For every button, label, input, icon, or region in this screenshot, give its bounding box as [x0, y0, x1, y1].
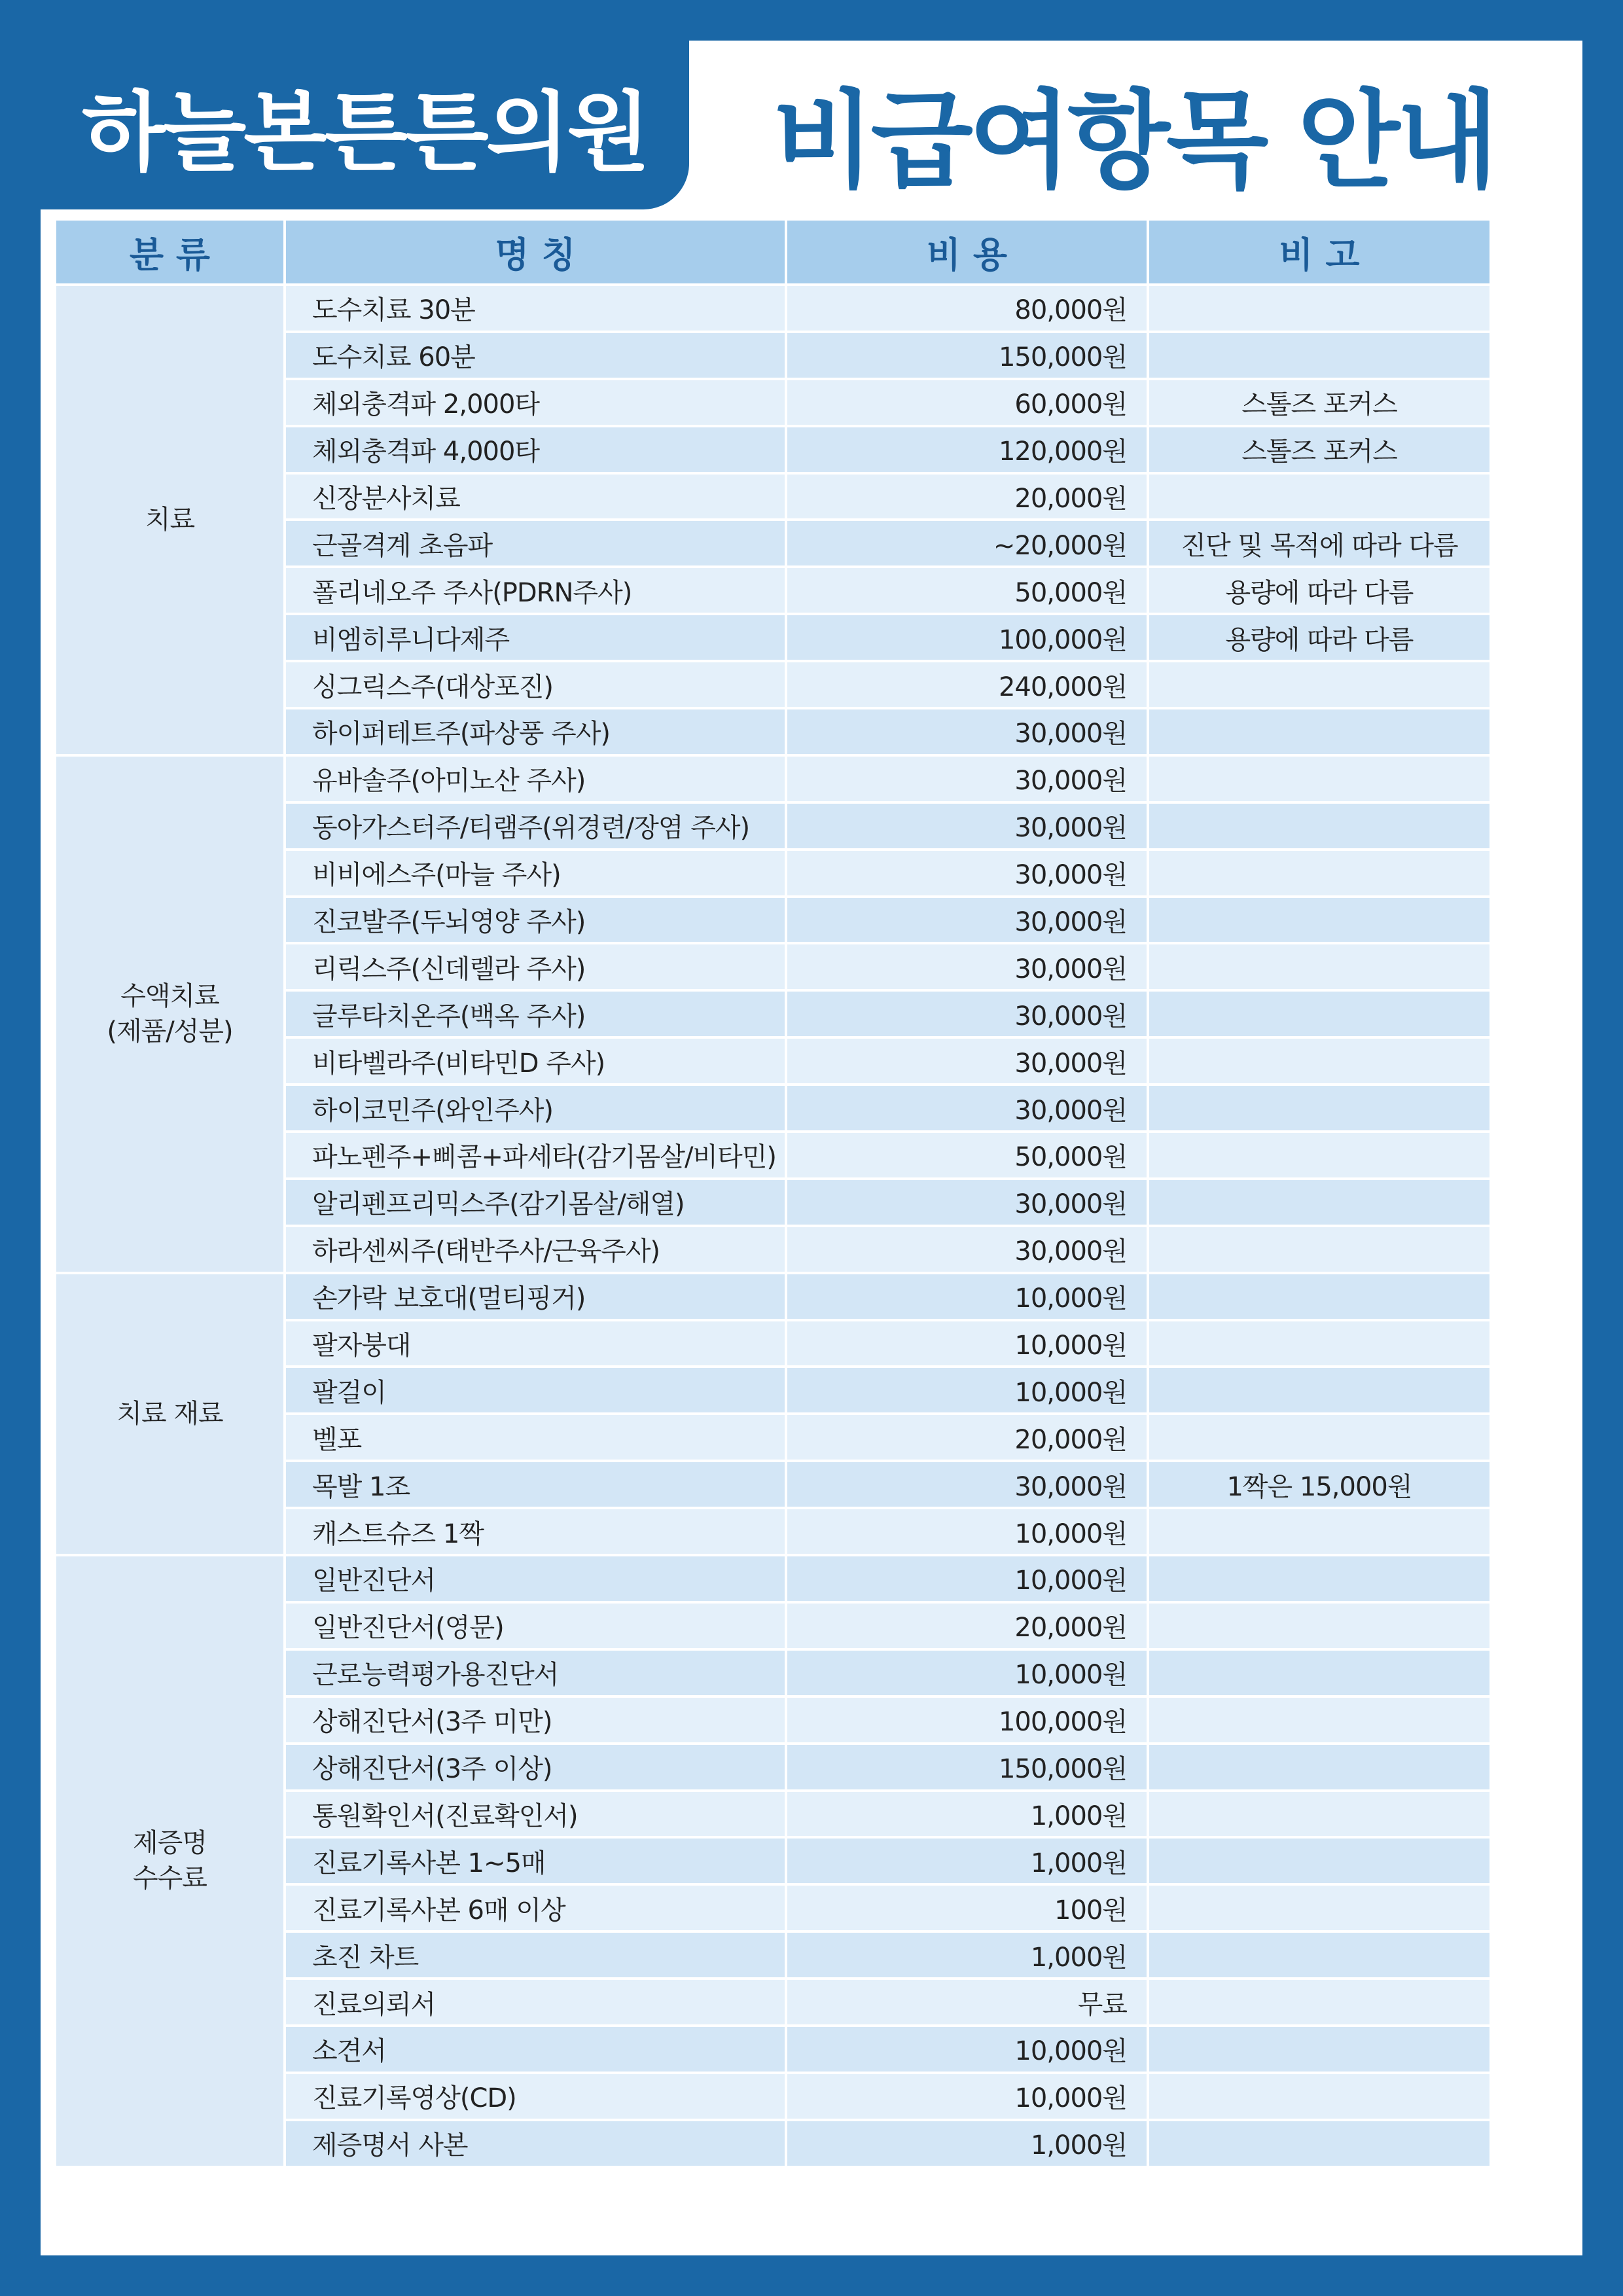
column-header-category: 분 류	[55, 219, 285, 285]
note-cell	[1148, 1649, 1491, 1696]
fee-cell: 240,000원	[786, 661, 1148, 708]
fee-cell: 150,000원	[786, 332, 1148, 379]
note-cell	[1148, 661, 1491, 708]
fee-cell: 10,000원	[786, 1649, 1148, 1696]
item-name-cell: 비엠히루니다제주	[285, 614, 786, 661]
table-row	[55, 755, 1491, 802]
item-name-cell: 체외충격파 2,000타	[285, 379, 786, 426]
column-header-fee: 비 용	[786, 219, 1148, 285]
note-cell	[1148, 1414, 1491, 1461]
note-cell	[1148, 802, 1491, 850]
item-name-cell: 파노펜주+삐콤+파세타(감기몸살/비타민)	[285, 1132, 786, 1179]
item-name-cell: 신장분사치료	[285, 473, 786, 520]
note-cell	[1148, 1132, 1491, 1179]
note-cell: 용량에 따라 다름	[1148, 614, 1491, 661]
item-name-cell: 리릭스주(신데렐라 주사)	[285, 943, 786, 990]
note-cell	[1148, 1085, 1491, 1132]
item-name-cell: 유바솔주(아미노산 주사)	[285, 755, 786, 802]
item-name-cell: 체외충격파 4,000타	[285, 426, 786, 473]
item-name-cell: 상해진단서(3주 미만)	[285, 1696, 786, 1744]
fee-cell: 100,000원	[786, 614, 1148, 661]
item-name-cell: 팔걸이	[285, 1367, 786, 1414]
fee-cell: 10,000원	[786, 1320, 1148, 1367]
note-cell	[1148, 2026, 1491, 2073]
item-name-cell: 비비에스주(마늘 주사)	[285, 850, 786, 897]
fee-cell: 30,000원	[786, 990, 1148, 1037]
note-cell	[1148, 1037, 1491, 1085]
item-name-cell: 진료기록사본 6매 이상	[285, 1884, 786, 1931]
fee-cell: 100원	[786, 1884, 1148, 1931]
note-cell	[1148, 2073, 1491, 2120]
fee-cell: 20,000원	[786, 1602, 1148, 1649]
item-name-cell: 진료기록사본 1~5매	[285, 1837, 786, 1884]
fee-cell: 1,000원	[786, 1791, 1148, 1838]
fee-cell: 10,000원	[786, 2073, 1148, 2120]
note-cell	[1148, 1602, 1491, 1649]
fee-cell: 10,000원	[786, 1367, 1148, 1414]
item-name-cell: 제증명서 사본	[285, 2120, 786, 2167]
header-row	[55, 219, 1491, 285]
fee-cell: 50,000원	[786, 1132, 1148, 1179]
item-name-cell: 통원확인서(진료확인서)	[285, 1791, 786, 1838]
fee-cell: 10,000원	[786, 1555, 1148, 1602]
fee-cell: 30,000원	[786, 1461, 1148, 1508]
note-cell	[1148, 1744, 1491, 1791]
category-cell: 치료 재료	[55, 1273, 285, 1555]
note-cell	[1148, 1791, 1491, 1838]
item-name-cell: 싱그릭스주(대상포진)	[285, 661, 786, 708]
table-body	[55, 285, 1491, 2167]
note-cell	[1148, 1555, 1491, 1602]
fee-cell: 30,000원	[786, 850, 1148, 897]
note-cell	[1148, 1179, 1491, 1226]
item-name-cell: 하이코민주(와인주사)	[285, 1085, 786, 1132]
column-header-name: 명 칭	[285, 219, 786, 285]
item-name-cell: 상해진단서(3주 이상)	[285, 1744, 786, 1791]
item-name-cell: 근로능력평가용진단서	[285, 1649, 786, 1696]
fee-cell: 30,000원	[786, 802, 1148, 850]
note-cell	[1148, 1931, 1491, 1979]
item-name-cell: 일반진단서(영문)	[285, 1602, 786, 1649]
fee-cell: 1,000원	[786, 1931, 1148, 1979]
note-cell: 용량에 따라 다름	[1148, 567, 1491, 614]
item-name-cell: 손가락 보호대(멀티핑거)	[285, 1273, 786, 1320]
table-row	[55, 1555, 1491, 1602]
fee-cell: 10,000원	[786, 1273, 1148, 1320]
item-name-cell: 글루타치온주(백옥 주사)	[285, 990, 786, 1037]
fee-cell: ~20,000원	[786, 520, 1148, 567]
fee-cell: 30,000원	[786, 755, 1148, 802]
page-title: 비급여항목 안내	[772, 80, 1495, 203]
item-name-cell: 진료의뢰서	[285, 1979, 786, 2026]
note-cell: 스톨즈 포커스	[1148, 379, 1491, 426]
note-cell	[1148, 1884, 1491, 1931]
fee-cell: 30,000원	[786, 897, 1148, 944]
item-name-cell: 비타벨라주(비타민D 주사)	[285, 1037, 786, 1085]
table-row	[55, 1273, 1491, 1320]
note-cell	[1148, 897, 1491, 944]
fee-cell: 50,000원	[786, 567, 1148, 614]
clinic-name: 하늘본튼튼의원	[82, 82, 648, 183]
fee-cell: 10,000원	[786, 1508, 1148, 1555]
item-name-cell: 캐스트슈즈 1짝	[285, 1508, 786, 1555]
note-cell	[1148, 1979, 1491, 2026]
note-cell	[1148, 1320, 1491, 1367]
category-cell: 제증명 수수료	[55, 1555, 285, 2167]
note-cell	[1148, 943, 1491, 990]
item-name-cell: 초진 차트	[285, 1931, 786, 1979]
item-name-cell: 근골격계 초음파	[285, 520, 786, 567]
item-name-cell: 팔자붕대	[285, 1320, 786, 1367]
note-cell	[1148, 2120, 1491, 2167]
fee-cell: 30,000원	[786, 943, 1148, 990]
fee-cell: 30,000원	[786, 1085, 1148, 1132]
fee-cell: 30,000원	[786, 1226, 1148, 1273]
note-cell: 진단 및 목적에 따라 다름	[1148, 520, 1491, 567]
note-cell	[1148, 1508, 1491, 1555]
fee-cell: 80,000원	[786, 285, 1148, 332]
fee-cell: 20,000원	[786, 1414, 1148, 1461]
item-name-cell: 폴리네오주 주사(PDRN주사)	[285, 567, 786, 614]
item-name-cell: 도수치료 60분	[285, 332, 786, 379]
fee-cell: 30,000원	[786, 708, 1148, 755]
item-name-cell: 벨포	[285, 1414, 786, 1461]
note-cell	[1148, 1837, 1491, 1884]
fee-cell: 1,000원	[786, 1837, 1148, 1884]
note-cell: 1짝은 15,000원	[1148, 1461, 1491, 1508]
fee-cell: 30,000원	[786, 1037, 1148, 1085]
note-cell	[1148, 708, 1491, 755]
note-cell	[1148, 850, 1491, 897]
item-name-cell: 도수치료 30분	[285, 285, 786, 332]
fee-cell: 20,000원	[786, 473, 1148, 520]
note-cell	[1148, 332, 1491, 379]
note-cell	[1148, 1367, 1491, 1414]
category-cell: 치료	[55, 285, 285, 755]
fee-cell: 100,000원	[786, 1696, 1148, 1744]
item-name-cell: 진코발주(두뇌영양 주사)	[285, 897, 786, 944]
note-cell: 스톨즈 포커스	[1148, 426, 1491, 473]
item-name-cell: 하이퍼테트주(파상풍 주사)	[285, 708, 786, 755]
note-cell	[1148, 1226, 1491, 1273]
table-row	[55, 285, 1491, 332]
table-header	[55, 219, 1491, 285]
item-name-cell: 일반진단서	[285, 1555, 786, 1602]
non-covered-fee-table	[54, 218, 1492, 2168]
note-cell	[1148, 1696, 1491, 1744]
note-cell	[1148, 1273, 1491, 1320]
fee-cell: 150,000원	[786, 1744, 1148, 1791]
fee-cell: 무료	[786, 1979, 1148, 2026]
item-name-cell: 하라센씨주(태반주사/근육주사)	[285, 1226, 786, 1273]
item-name-cell: 소견서	[285, 2026, 786, 2073]
item-name-cell: 진료기록영상(CD)	[285, 2073, 786, 2120]
fee-cell: 120,000원	[786, 426, 1148, 473]
note-cell	[1148, 473, 1491, 520]
note-cell	[1148, 285, 1491, 332]
fee-cell: 30,000원	[786, 1179, 1148, 1226]
fee-cell: 60,000원	[786, 379, 1148, 426]
column-header-note: 비 고	[1148, 219, 1491, 285]
note-cell	[1148, 755, 1491, 802]
item-name-cell: 동아가스터주/티램주(위경련/장염 주사)	[285, 802, 786, 850]
category-cell: 수액치료 (제품/성분)	[55, 755, 285, 1273]
fee-cell: 10,000원	[786, 2026, 1148, 2073]
fee-cell: 1,000원	[786, 2120, 1148, 2167]
item-name-cell: 목발 1조	[285, 1461, 786, 1508]
item-name-cell: 알리펜프리믹스주(감기몸살/해열)	[285, 1179, 786, 1226]
note-cell	[1148, 990, 1491, 1037]
clinic-name-banner	[41, 41, 689, 209]
